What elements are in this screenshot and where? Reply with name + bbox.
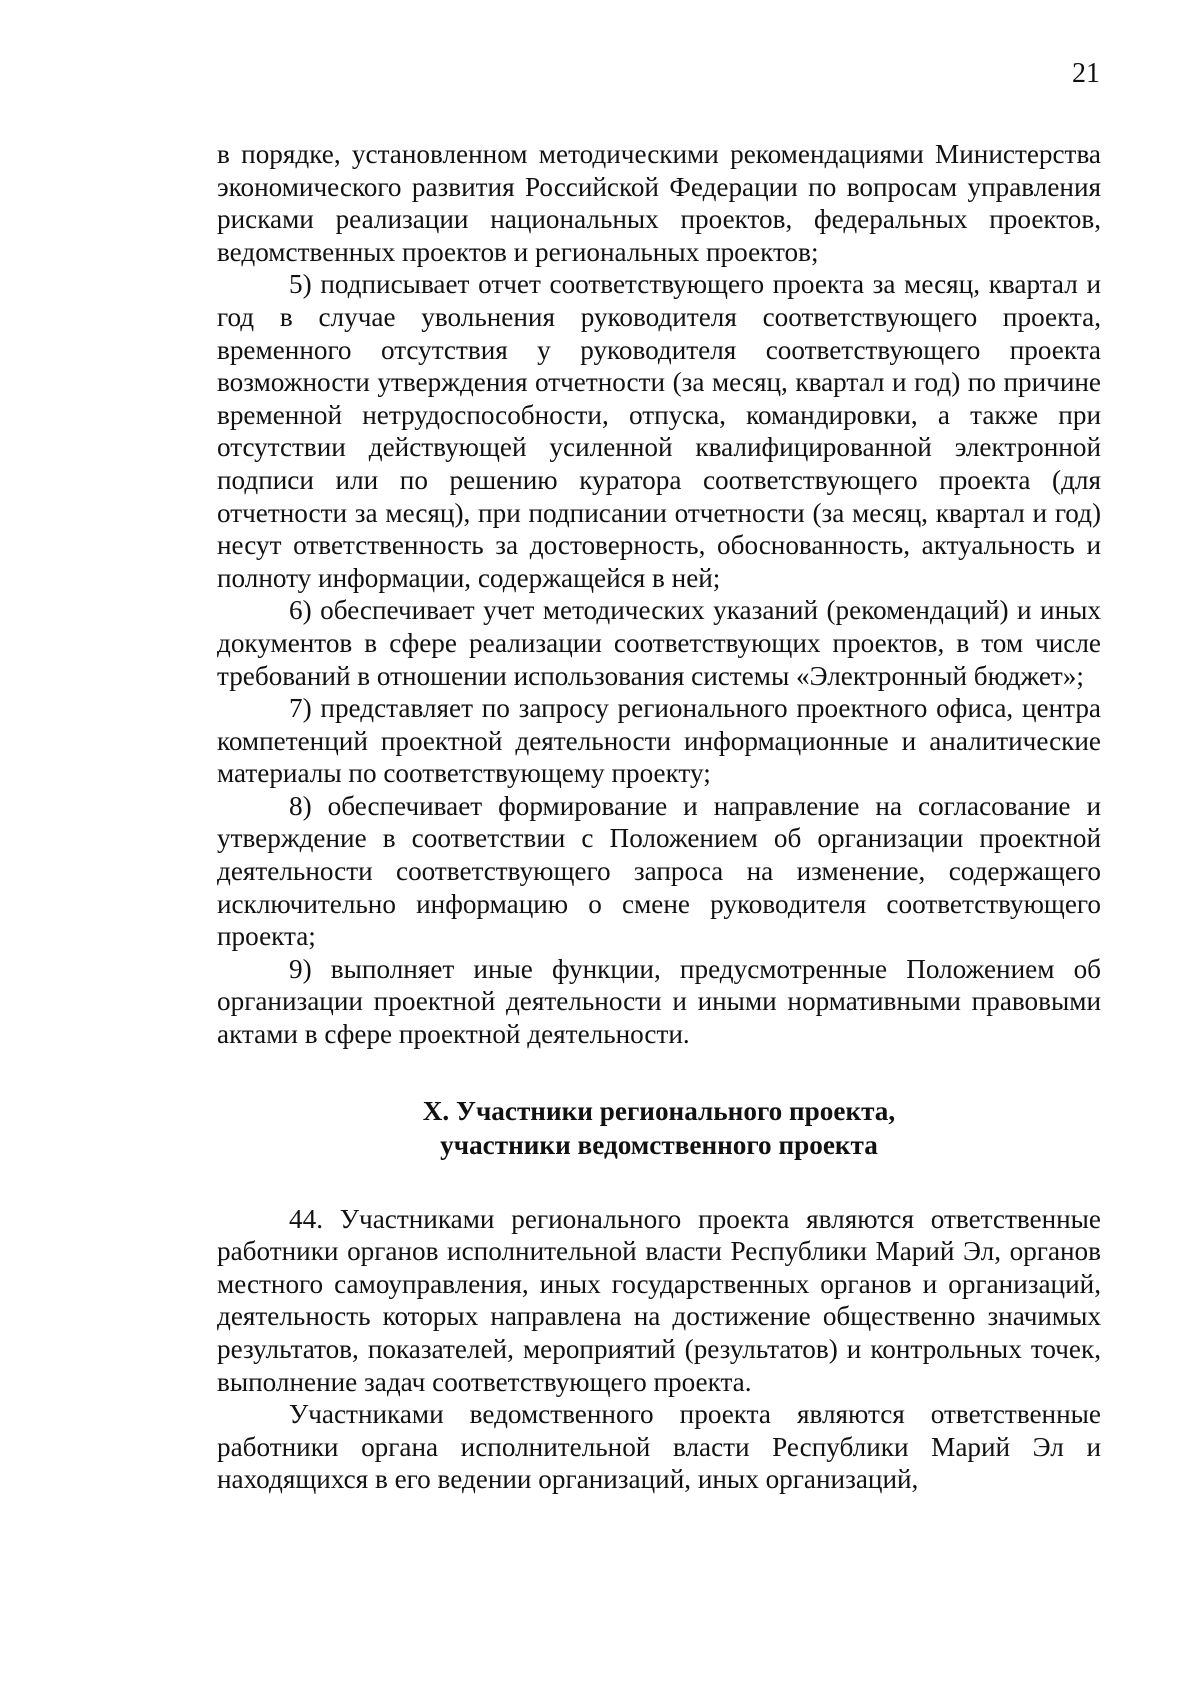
list-item-7: 7) представляет по запросу регионального проектного офиса, центра компетенций проектной деятельности информационные и аналитические материалы по соответствующему проекту; bbox=[217, 693, 1101, 789]
paragraph-departmental-participants: Участниками ведомственного проекта являются ответственные работники органа исполнительной власти Республики Марий Эл и находящихся в его ведении организаций, иных организаций, bbox=[217, 1399, 1101, 1495]
section-heading bbox=[217, 1094, 1101, 1162]
list-item-9: 9) выполняет иные функции, предусмотренные Положением об организации проектной деятельности и иными нормативными правовыми актами в сфере проектной деятельности. bbox=[217, 953, 1101, 1050]
document-body bbox=[217, 138, 1101, 1496]
paragraph-44: 44. Участниками регионального проекта являются ответственные работники органов исполнительной власти Республики Марий Эл, органов местного самоуправления, иных государственных органов и организаций, деятельность которых направлена на достижение общественно значимых результатов, показателей, мероприятий (результатов) и контрольных точек, выполнение задач соответствующего проекта. bbox=[217, 1203, 1101, 1397]
paragraph-continuation: в порядке, установленном методическими рекомендациями Министерства экономического развития Российской Федерации по вопросам управления рисками реализации национальных проектов, федеральных проектов, ведомственных проектов и региональных проектов; bbox=[217, 139, 1101, 267]
page-number: 21 bbox=[1072, 58, 1100, 89]
section-heading-line-1: X. Участники регионального проекта, bbox=[422, 1095, 896, 1126]
section-heading-line-2: участники ведомственного проекта bbox=[440, 1129, 878, 1160]
list-item-8: 8) обеспечивает формирование и направление на согласование и утверждение в соответствии с Положением об организации проектной деятельности соответствующего запроса на изменение, содержащего исключительно информацию о смене руководителя соответствующего проекта; bbox=[217, 790, 1101, 952]
list-item-5: 5) подписывает отчет соответствующего проекта за месяц, квартал и год в случае увольнения руководителя соответствующего проекта, временного отсутствия у руководителя соответствующего проекта возможности утверждения отчетности (за месяц, квартал и год) по причине временной нетрудоспособности, отпуска, командировки, а также при отсутствии действующей усиленной квалифицированной электронной подписи или по решению куратора соответствующего проекта (для отчетности за месяц), при подписании отчетности (за месяц, квартал и год) несут ответственность за достоверность, обоснованность, актуальность и полноту информации, содержащейся в ней; bbox=[217, 269, 1101, 593]
list-item-6: 6) обеспечивает учет методических указаний (рекомендаций) и иных документов в сфере реализации соответствующих проектов, в том числе требований в отношении использования системы «Электронный бюджет»; bbox=[217, 595, 1101, 691]
